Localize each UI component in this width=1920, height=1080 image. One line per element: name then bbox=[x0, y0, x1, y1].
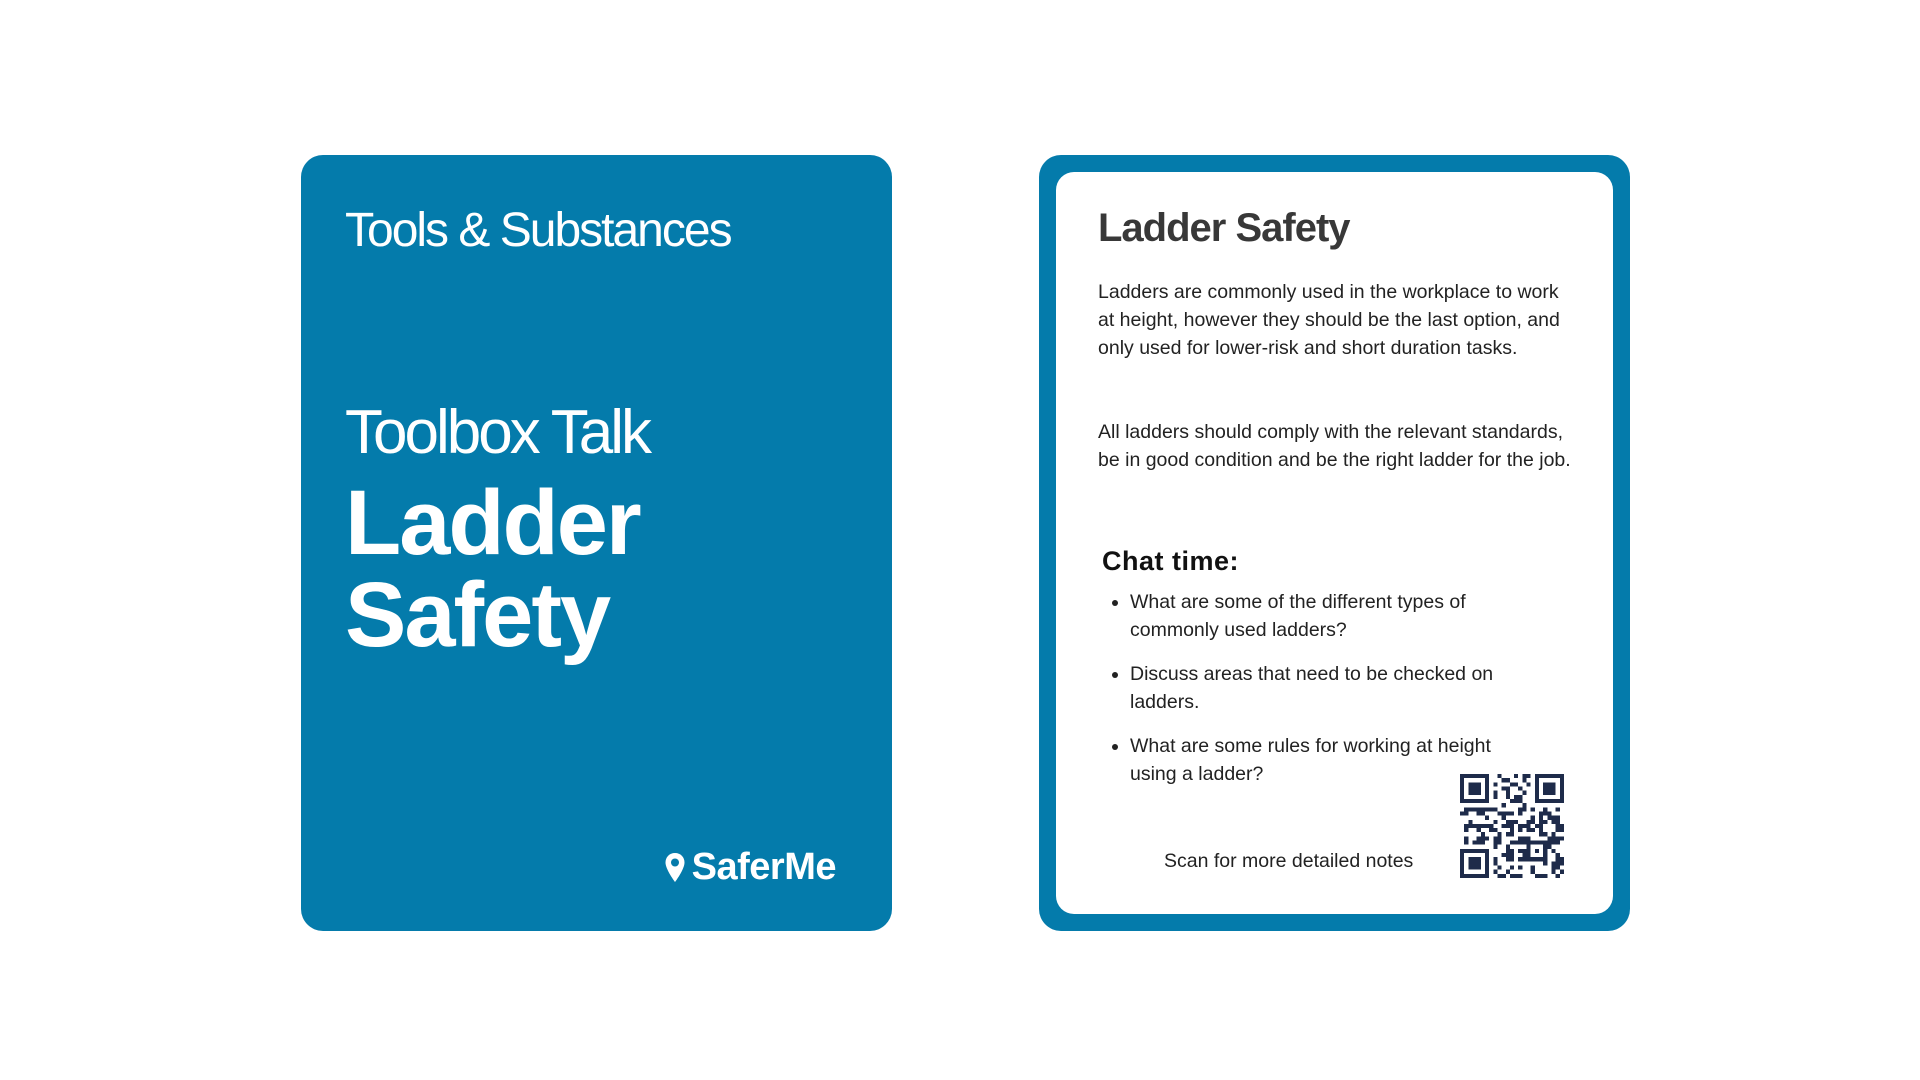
intro-paragraph: Ladders are commonly used in the workplace to work at height, however they should be the last option, and only used for lower-risk and short duration tasks. bbox=[1098, 281, 1560, 359]
front-title bbox=[345, 472, 845, 666]
scan-caption: Scan for more detailed notes bbox=[1164, 850, 1414, 872]
back-card bbox=[1039, 155, 1630, 931]
map-pin-icon bbox=[664, 852, 686, 884]
category-label: Tools & Substances bbox=[345, 204, 731, 257]
front-card bbox=[301, 155, 892, 931]
chat-time-heading: Chat time: bbox=[1102, 546, 1240, 576]
front-title-line-1: Ladder bbox=[345, 472, 640, 574]
discussion-list bbox=[1102, 588, 1542, 804]
back-title: Ladder Safety bbox=[1098, 206, 1350, 250]
toolbox-talk-label: Toolbox Talk bbox=[345, 398, 650, 467]
qr-code-icon[interactable] bbox=[1460, 774, 1564, 878]
front-title-line-2: Safety bbox=[345, 564, 610, 666]
logo-text: SaferMe bbox=[691, 846, 836, 888]
back-card-content bbox=[1056, 172, 1613, 914]
list-item: What are some of the different types of commonly used ladders? bbox=[1102, 588, 1542, 644]
list-item: What are some rules for working at height using a ladder? bbox=[1102, 732, 1542, 788]
saferme-logo bbox=[664, 846, 836, 889]
standards-paragraph: All ladders should comply with the relevant standards, be in good condition and be the right ladder for the job. bbox=[1098, 421, 1571, 471]
list-item: Discuss areas that need to be checked on ladders. bbox=[1102, 660, 1542, 716]
